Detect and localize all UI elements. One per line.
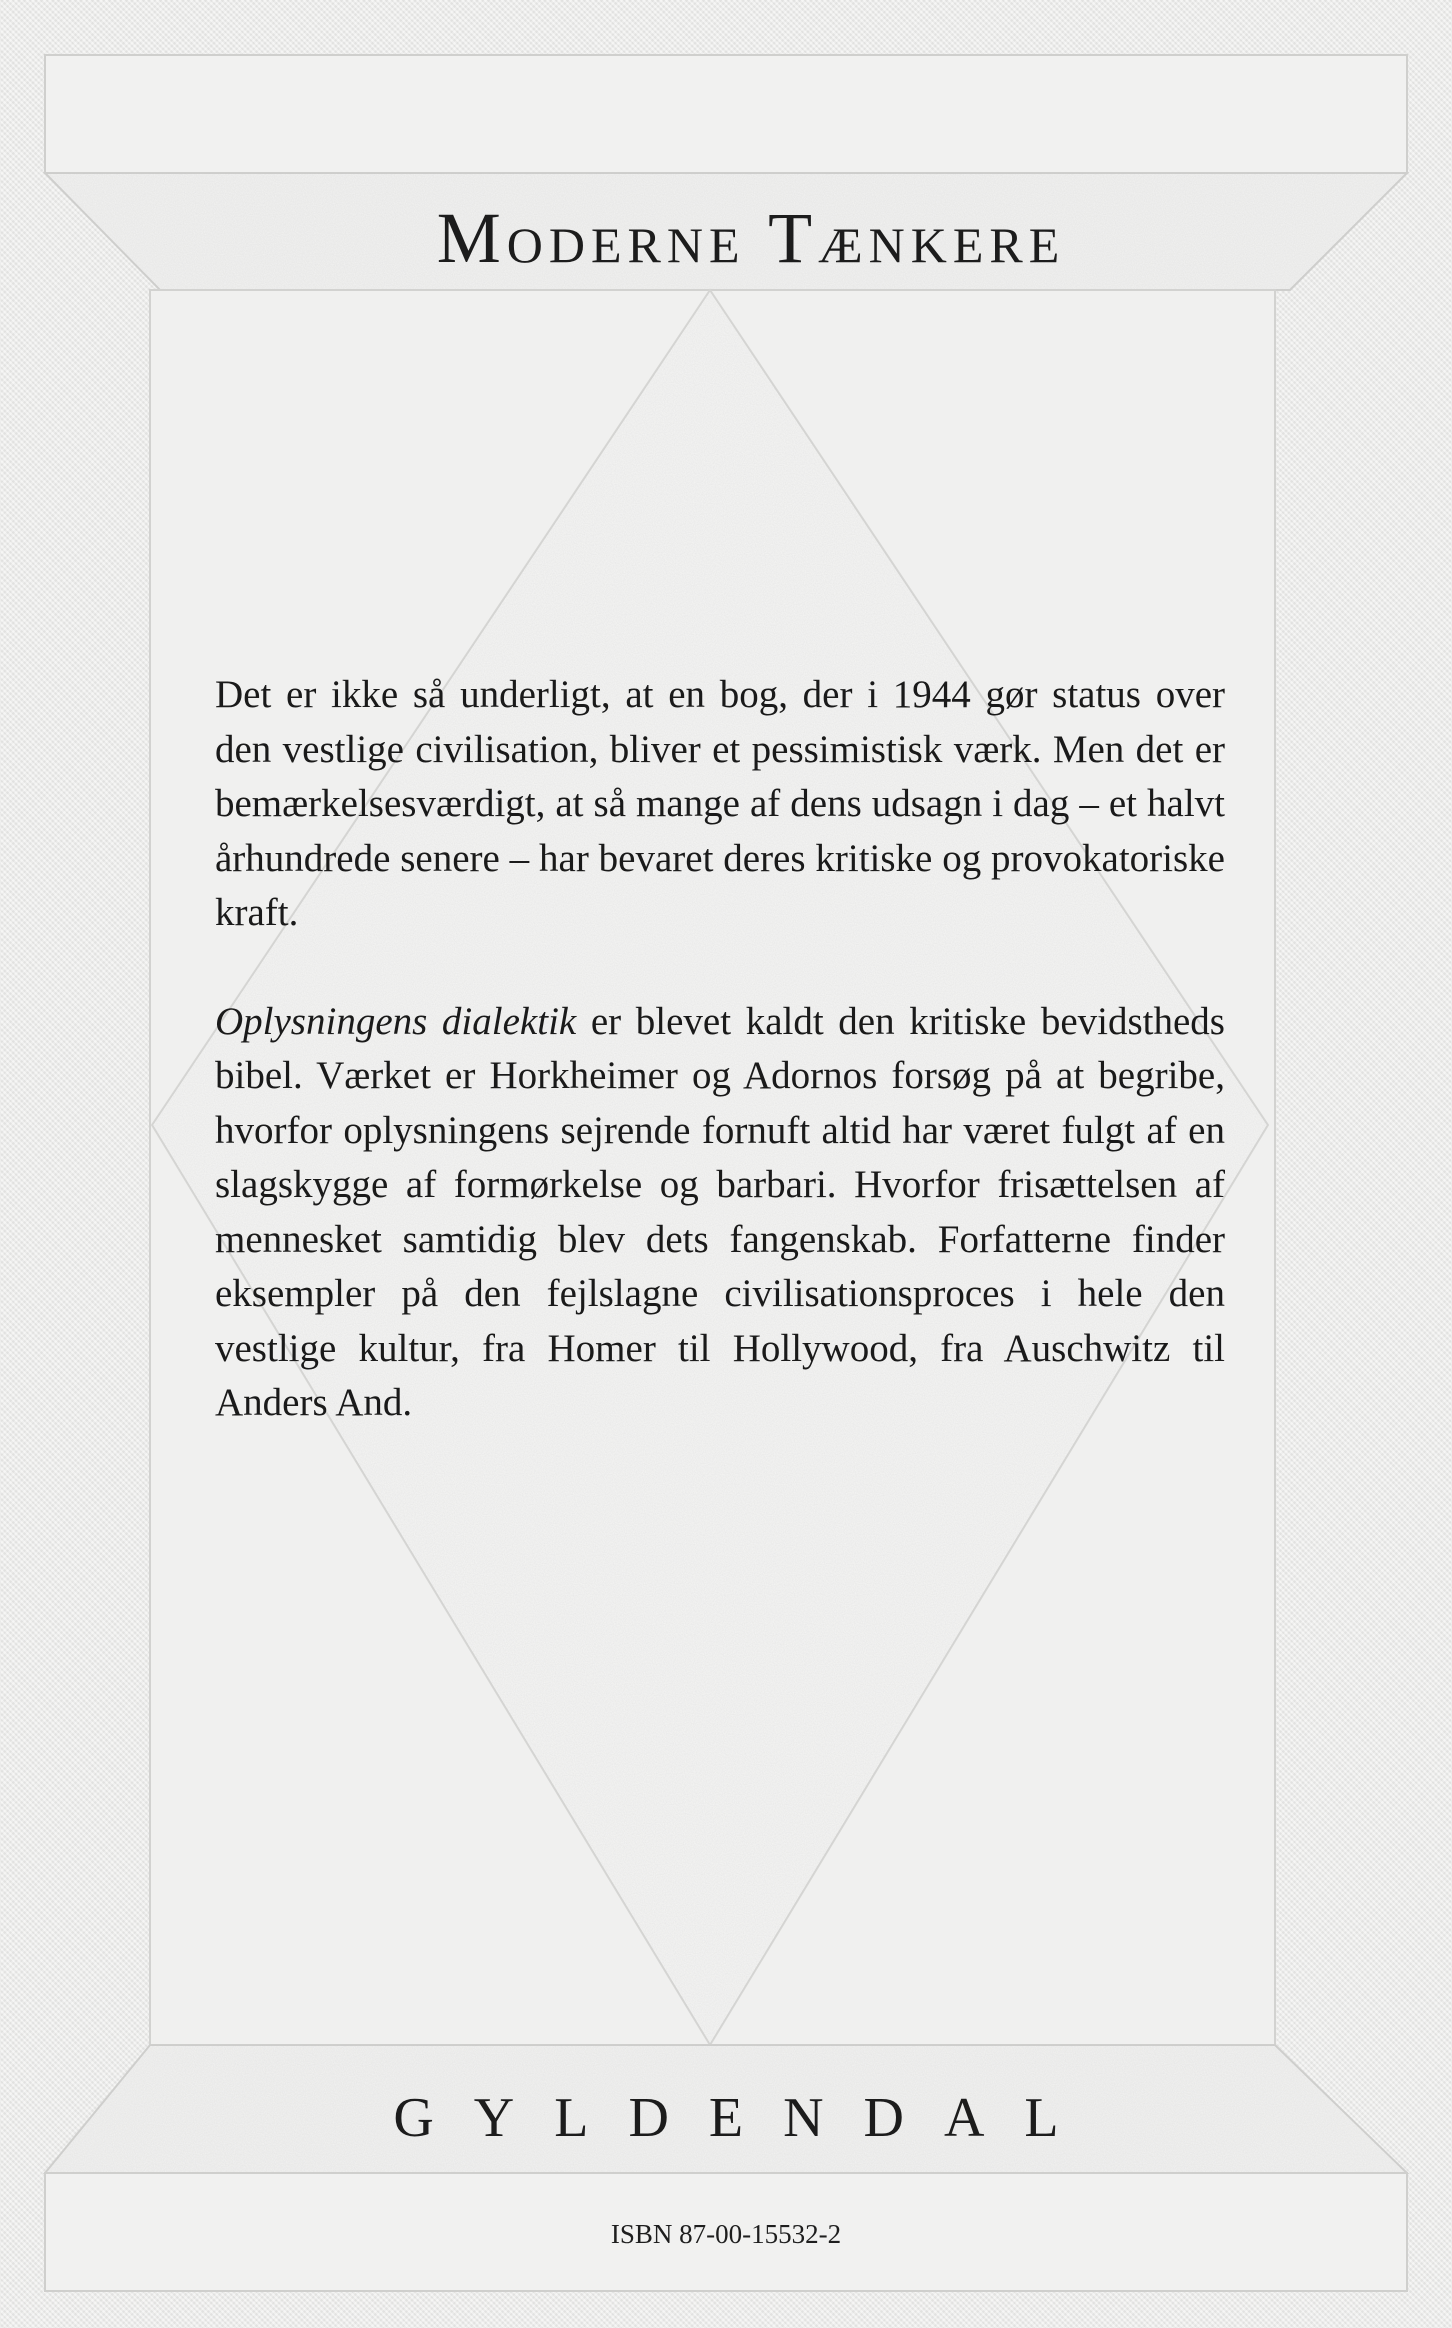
series-title: Moderne Tænkere [436, 198, 1066, 278]
isbn-number: ISBN 87-00-15532-2 [610, 2219, 842, 2249]
blurb-text [215, 668, 1225, 1431]
book-title: Oplysningens dialektik [215, 999, 577, 1043]
top-band [45, 55, 1407, 173]
blurb-paragraph-1: Det er ikke så underligt, at en bog, der i 1944 gør status over den vestlige civilisation, bliver et pessimistisk værk. Men det er bemærkelsesværdigt, at så mange af dens udsagn i dag – et halvt århundrede senere – har bevaret deres kritiske og provokatoriske kraft. [215, 673, 1225, 934]
publisher-name: GYLDENDAL [393, 2087, 1099, 2149]
blurb-paragraph-2-text: er blevet kaldt den kritiske bevidstheds bibel. Værket er Horkheimer og Adornos forsøg på at begribe, hvorfor oplysningens sejrende fornuft altid har været fulgt af en slagskygge af formørkelse og barbari. Hvorfor frisættelsen af mennesket samtidig blev dets fangenskab. Forfatterne finder eksempler på den fejlslagne civilisationsproces i hele den vestlige kultur, fra Homer til Hollywood, fra Auschwitz til Anders And. [215, 999, 1225, 1424]
blurb-paragraph-2 [215, 995, 1225, 1431]
